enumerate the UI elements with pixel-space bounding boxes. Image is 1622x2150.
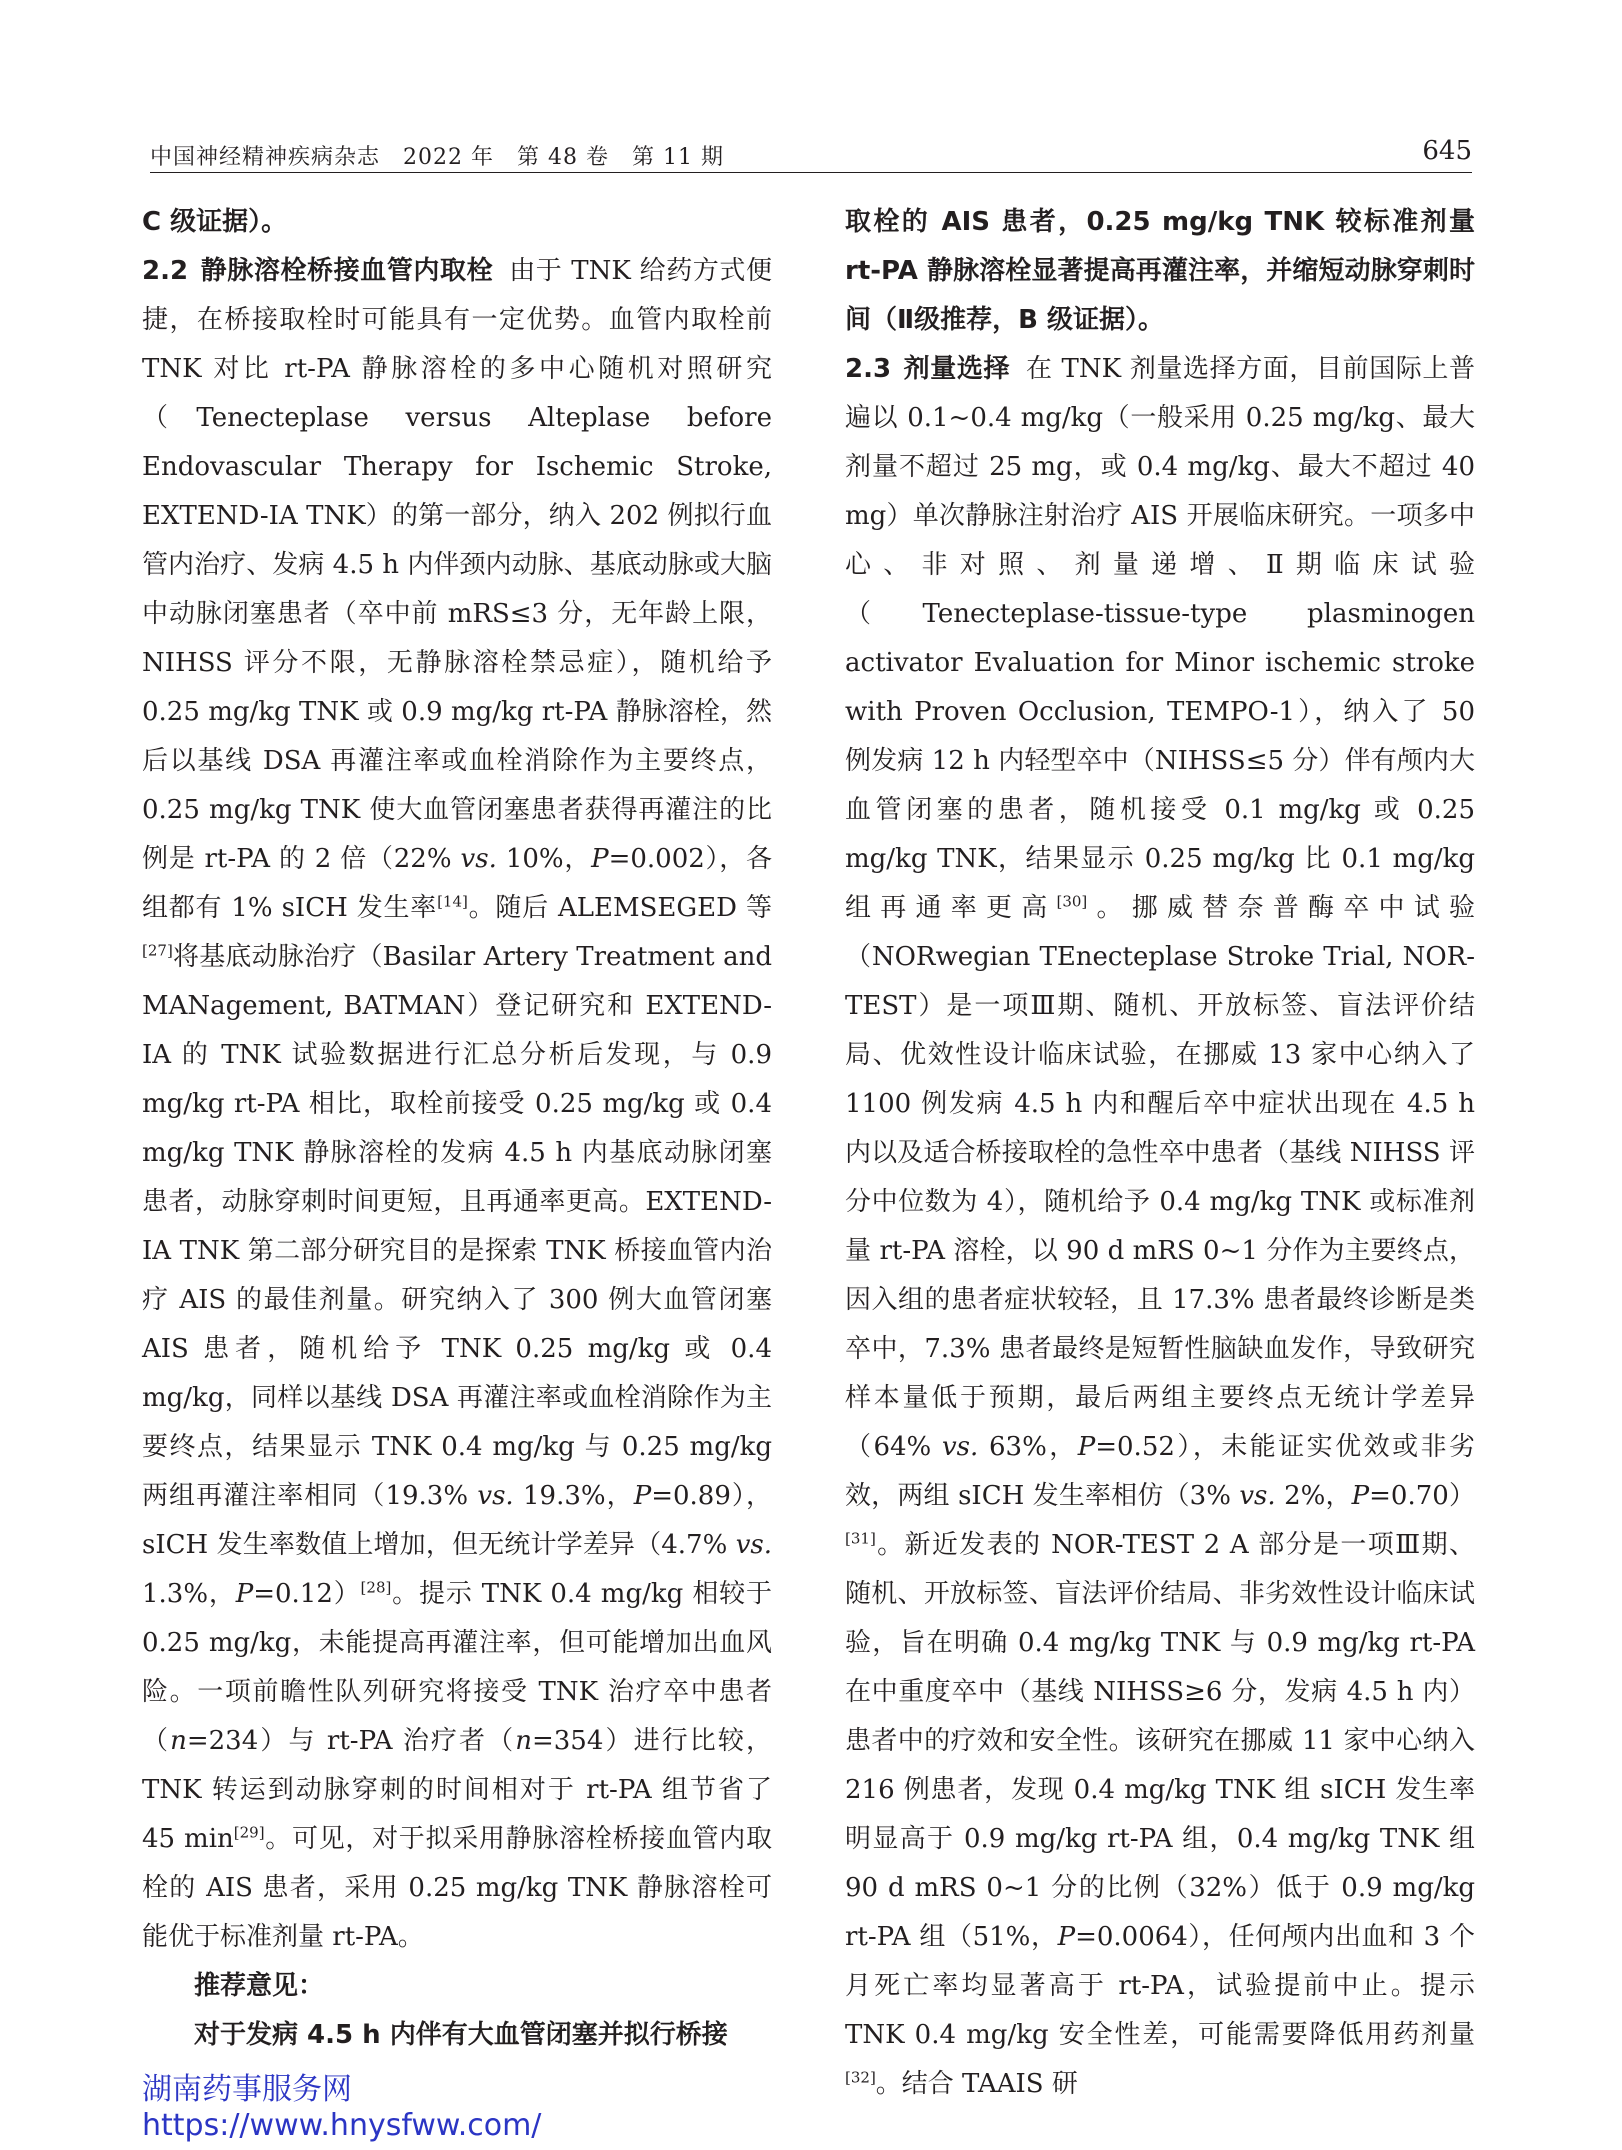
right-column <box>845 198 1475 2109</box>
citation-ref: [29] <box>233 1823 265 1842</box>
section-number: 2.3 <box>845 354 892 384</box>
p-italic: P <box>633 1481 652 1511</box>
body-text: 1.3%， <box>142 1579 236 1609</box>
section-2-3-paragraph <box>845 345 1475 2109</box>
body-text: =0.70） <box>1369 1481 1475 1511</box>
body-text: 2%， <box>1275 1481 1352 1511</box>
vs-italic: vs. <box>735 1530 772 1560</box>
body-text: 。结合 TAAIS 研 <box>875 2069 1078 2099</box>
citation-ref: [32] <box>845 2068 876 2087</box>
vs-italic: vs. <box>460 844 497 874</box>
journal-info: 中国神经精神疾病杂志 2022 年 第 48 卷 第 11 期 <box>150 145 724 170</box>
body-text: 由于 TNK 给药方式便捷，在桥接取栓时可能具有一定优势。血管内取栓前 TNK 对比 rt-PA 静脉溶栓的多中心随机对照研究（Tenecteplase versus Alteplase before Endovascular Therapy for Ischemic Stroke, EXTEND-IA TNK）的第一部分，纳入 202 例拟行血管内治疗、发病 4.5 h 内伴颈内动脉、基底动脉或大脑中动脉闭塞患者（卒中前 mRS≤3 分，无年龄上限，NIHSS 评分不限，无静脉溶栓禁忌症），随机给予 0.25 mg/kg TNK 或 0.9 mg/kg rt-PA 静脉溶栓，然后以基线 DSA 再灌注率或血栓消除作为主要终点，0.25 mg/kg TNK 使大血管闭塞患者获得再灌注的比例是 rt-PA 的 2 倍（22% <box>142 256 772 874</box>
p-italic: P <box>591 844 609 874</box>
p-italic: P <box>1057 1922 1076 1952</box>
body-text: 。挪威替奈普酶卒中试验（NORwegian TEnecteplase Stroke Trial, NOR-TEST）是一项Ⅲ期、随机、开放标签、盲法评价结局、优效性设计临床试验，在挪威 13 家中心纳入了 1100 例发病 4.5 h 内和醒后卒中症状出现在 4.5 h 内以及适合桥接取栓的急性卒中患者（基线 NIHSS 评分中位数为 4），随机给予 0.4 mg/kg TNK 或标准剂量 rt-PA 溶栓，以 90 d mRS 0~1 分作为主要终点，因入组的患者症状较轻，且 17.3% 患者最终诊断是类卒中，7.3% 患者最终是短暂性脑缺血发作，导致研究样本量低于预期，最后两组主要终点无统计学差异（64% <box>845 893 1475 1462</box>
vs-italic: vs. <box>941 1432 979 1462</box>
running-header <box>150 136 1472 173</box>
watermark-footer <box>142 2072 541 2144</box>
body-text: =354）进行比较，TNK 转运到动脉穿刺的时间相对于 rt-PA 组节省了 45 min <box>142 1726 772 1854</box>
section-title: 剂量选择 <box>903 354 1011 384</box>
recommendation-label: 推荐意见： <box>194 1971 325 2001</box>
citation-ref: [27] <box>142 941 173 960</box>
recommendation-text: 对于发病 4.5 h 内伴有大血管闭塞并拟行桥接 <box>194 2020 728 2050</box>
left-column <box>142 198 772 2060</box>
recommendation-text-continued: 取栓的 AIS 患者，0.25 mg/kg TNK 较标准剂量 rt-PA 静脉溶栓显著提高再灌注率，并缩短动脉穿刺时间（Ⅱ级推荐，B 级证据）。 <box>845 207 1475 335</box>
body-text: 19.3%， <box>513 1481 634 1511</box>
body-text: =0.002），各组都有 1% sICH 发生率 <box>142 844 773 923</box>
citation-ref: [28] <box>360 1578 392 1597</box>
section-number: 2.2 <box>142 256 189 286</box>
body-text: 63%， <box>978 1432 1078 1462</box>
citation-ref: [14] <box>437 892 468 911</box>
citation-ref: [31] <box>845 1529 876 1548</box>
p-italic: P <box>235 1579 254 1609</box>
site-url-link[interactable]: https://www.hnysfww.com/ <box>142 2108 542 2143</box>
body-text: =0.52），未能证实优效或非劣效，两组 sICH 发生率相仿（3% <box>845 1432 1475 1511</box>
n-italic: n <box>170 1726 187 1756</box>
vs-italic: vs. <box>1239 1481 1276 1511</box>
p-italic: P <box>1077 1432 1096 1462</box>
body-text: 。随后 ALEMSEGED 等 <box>467 893 772 923</box>
body-text: 将基底动脉治疗（Basilar Artery Treatment and MANagement, BATMAN）登记研究和 EXTEND-IA 的 TNK 试验数据进行汇总分析后发现，与 0.9 mg/kg rt-PA 相比，取栓前接受 0.25 mg/kg 或 0.4 mg/kg TNK 静脉溶栓的发病 4.5 h 内基底动脉闭塞患者，动脉穿刺时间更短，且再通率更高。EXTEND-IA TNK 第二部分研究目的是探索 TNK 桥接血管内治疗 AIS 的最佳剂量。研究纳入了 300 例大血管闭塞 AIS 患者，随机给予 TNK 0.25 mg/kg 或 0.4 mg/kg，同样以基线 DSA 再灌注率或血栓消除作为主要终点，结果显示 TNK 0.4 mg/kg 与 0.25 mg/kg 两组再灌注率相同（19.3% <box>142 942 772 1511</box>
body-text: =234）与 rt-PA 治疗者（ <box>186 1726 516 1756</box>
body-text: =0.12） <box>253 1579 361 1609</box>
citation-ref: [30] <box>1056 892 1088 911</box>
section-title: 静脉溶栓桥接血管内取栓 <box>200 256 494 286</box>
n-italic: n <box>515 1726 532 1756</box>
body-text: 10%， <box>496 844 592 874</box>
body-text: 在 TNK 剂量选择方面，目前国际上普遍以 0.1~0.4 mg/kg（一般采用 0.25 mg/kg、最大剂量不超过 25 mg，或 0.4 mg/kg、最大不超过 40 mg）单次静脉注射治疗 AIS 开展临床研究。一项多中心、非对照、剂量递增、Ⅱ期临床试验（Tenecteplase-tissue-type plasminogen activator Evaluation for Minor ischemic stroke with Proven Occlusion, TEMPO-1），纳入了 50 例发病 12 h 内轻型卒中（NIHSS≤5 分）伴有颅内大血管闭塞的患者，随机接受 0.1 mg/kg 或 0.25 mg/kg TNK，结果显示 0.25 mg/kg 比 0.1 mg/kg 组再通率更高 <box>845 354 1475 923</box>
section-2-2-paragraph <box>142 247 772 1962</box>
p-italic: P <box>1351 1481 1370 1511</box>
site-name: 湖南药事服务网 <box>142 2072 352 2107</box>
body-text: 。可见，对于拟采用静脉溶栓桥接血管内取栓的 AIS 患者，采用 0.25 mg/kg TNK 静脉溶栓可能优于标准剂量 rt-PA。 <box>142 1824 772 1952</box>
body-text: 。新近发表的 NOR-TEST 2 A 部分是一项Ⅲ期、随机、开放标签、盲法评价结局、非劣效性设计临床试验，旨在明确 0.4 mg/kg TNK 与 0.9 mg/kg rt-PA 在中重度卒中（基线 NIHSS≥6 分，发病 4.5 h 内）患者中的疗效和安全性。该研究在挪威 11 家中心纳入 216 例患者，发现 0.4 mg/kg TNK 组 sICH 发生率明显高于 0.9 mg/kg rt-PA 组，0.4 mg/kg TNK 组 90 d mRS 0~1 分的比例（32%）低于 0.9 mg/kg rt-PA 组（51%， <box>845 1530 1475 1952</box>
body-text: =0.89），sICH 发生率数值上增加，但无统计学差异（4.7% <box>142 1481 772 1560</box>
vs-italic: vs. <box>477 1481 514 1511</box>
evidence-level-line: C 级证据）。 <box>142 207 288 237</box>
body-text: =0.0064），任何颅内出血和 3 个月死亡率均显著高于 rt-PA，试验提前中止。提示 TNK 0.4 mg/kg 安全性差，可能需要降低用药剂量 <box>845 1922 1475 2050</box>
body-text: 。提示 TNK 0.4 mg/kg 相较于 0.25 mg/kg，未能提高再灌注率，但可能增加出血风险。一项前瞻性队列研究将接受 TNK 治疗卒中患者（ <box>142 1579 772 1756</box>
page-number: 645 <box>1422 136 1472 166</box>
